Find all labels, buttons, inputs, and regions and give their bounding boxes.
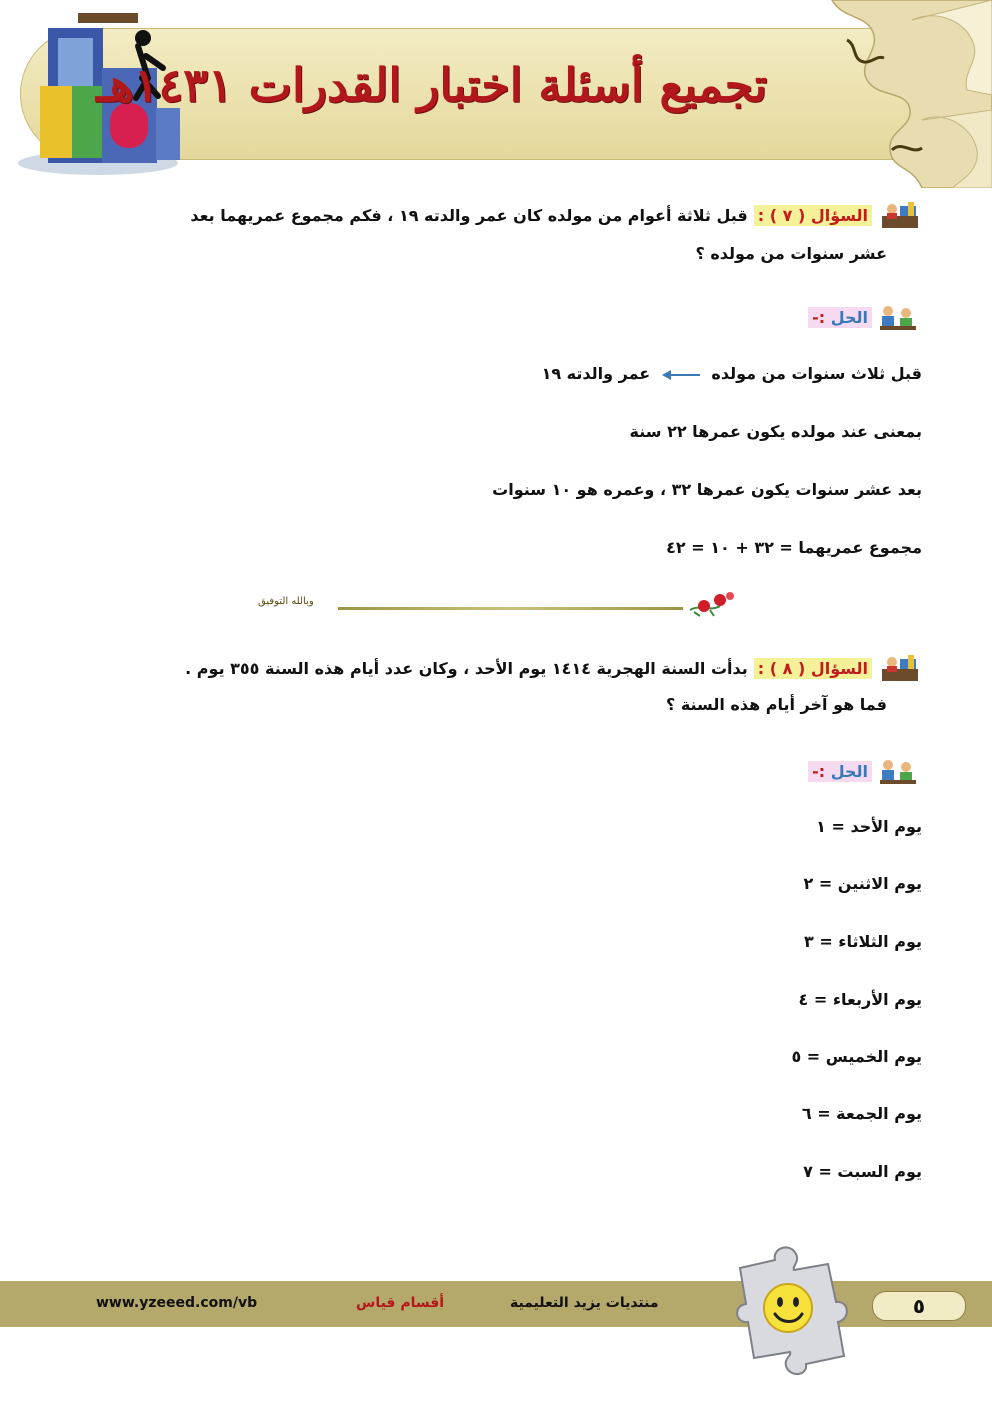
- footer-forum-name: منتديات يزيد التعليمية: [510, 1295, 659, 1311]
- solution-colon: :-: [812, 761, 826, 781]
- day-sunday: يوم الأحد = ١: [816, 817, 922, 836]
- question-8-label: السؤال ( ٨ ) :: [754, 658, 872, 679]
- day-wednesday: يوم الأربعاء = ٤: [798, 990, 922, 1009]
- divider-text: وبالله التوفيق: [258, 596, 314, 607]
- student-reading-icon: [878, 653, 922, 683]
- left-arrow-icon: [662, 370, 700, 380]
- solution-word: الحل: [830, 307, 868, 327]
- step-1-part-a: قبل ثلاث سنوات من مولده: [711, 364, 922, 383]
- question-7-label: السؤال ( ٧ ) :: [754, 205, 872, 226]
- page-title: تجميع أسئلة اختبار القدرات ١٤٣١هـ: [96, 58, 767, 112]
- student-reading-icon: [878, 200, 922, 230]
- question-7-solution-header: [808, 302, 920, 332]
- day-tuesday: يوم الثلاثاء = ٣: [803, 932, 922, 951]
- step-1-part-b: عمر والدته ١٩: [541, 364, 651, 383]
- solution-label: [808, 761, 872, 782]
- question-8-solution-header: [808, 756, 920, 786]
- solution-label: [808, 307, 872, 328]
- question-7-text-line1: قبل ثلاثة أعوام من مولده كان عمر والدته ١٩ ، فكم مجموع عمريهما بعد: [190, 205, 748, 225]
- puzzle-pieces-decoration: [772, 0, 992, 188]
- solution-7-step-4: مجموع عمريهما = ٣٢ + ١٠ = ٤٢: [666, 538, 922, 557]
- divider-line: [338, 607, 683, 610]
- solution-7-step-1: [542, 364, 922, 383]
- solution-colon: :-: [812, 307, 826, 327]
- question-7-row: [190, 200, 922, 230]
- page-number: ٥: [912, 1294, 926, 1318]
- question-8-row: [185, 653, 922, 683]
- page-number-badge: [872, 1291, 966, 1321]
- smiley-puzzle-icon: [720, 1238, 850, 1378]
- day-monday: يوم الاثنين = ٢: [803, 874, 922, 893]
- footer-section: أقسام قياس: [356, 1295, 445, 1311]
- day-thursday: يوم الخميس = ٥: [791, 1047, 922, 1066]
- section-divider: [258, 590, 738, 620]
- students-studying-icon: [876, 302, 920, 332]
- question-8-text-line1: بدأت السنة الهجرية ١٤١٤ يوم الأحد ، وكان عدد أيام هذه السنة ٣٥٥ يوم .: [185, 658, 748, 678]
- day-friday: يوم الجمعة = ٦: [801, 1104, 922, 1123]
- roses-icon: [686, 590, 738, 620]
- students-studying-icon: [876, 756, 920, 786]
- solution-7-step-3: بعد عشر سنوات يكون عمرها ٣٢ ، وعمره هو ١٠ سنوات: [492, 480, 922, 499]
- solution-word: الحل: [830, 761, 868, 781]
- question-8-text-line2: فما هو آخر أيام هذه السنة ؟: [665, 695, 887, 714]
- solution-7-step-2: بمعنى عند مولده يكون عمرها ٢٢ سنة: [629, 422, 922, 441]
- day-saturday: يوم السبت = ٧: [803, 1162, 922, 1181]
- footer-url: www.yzeeed.com/vb: [96, 1295, 258, 1311]
- page-header: [0, 0, 992, 190]
- question-7-text-line2: عشر سنوات من مولده ؟: [695, 244, 887, 263]
